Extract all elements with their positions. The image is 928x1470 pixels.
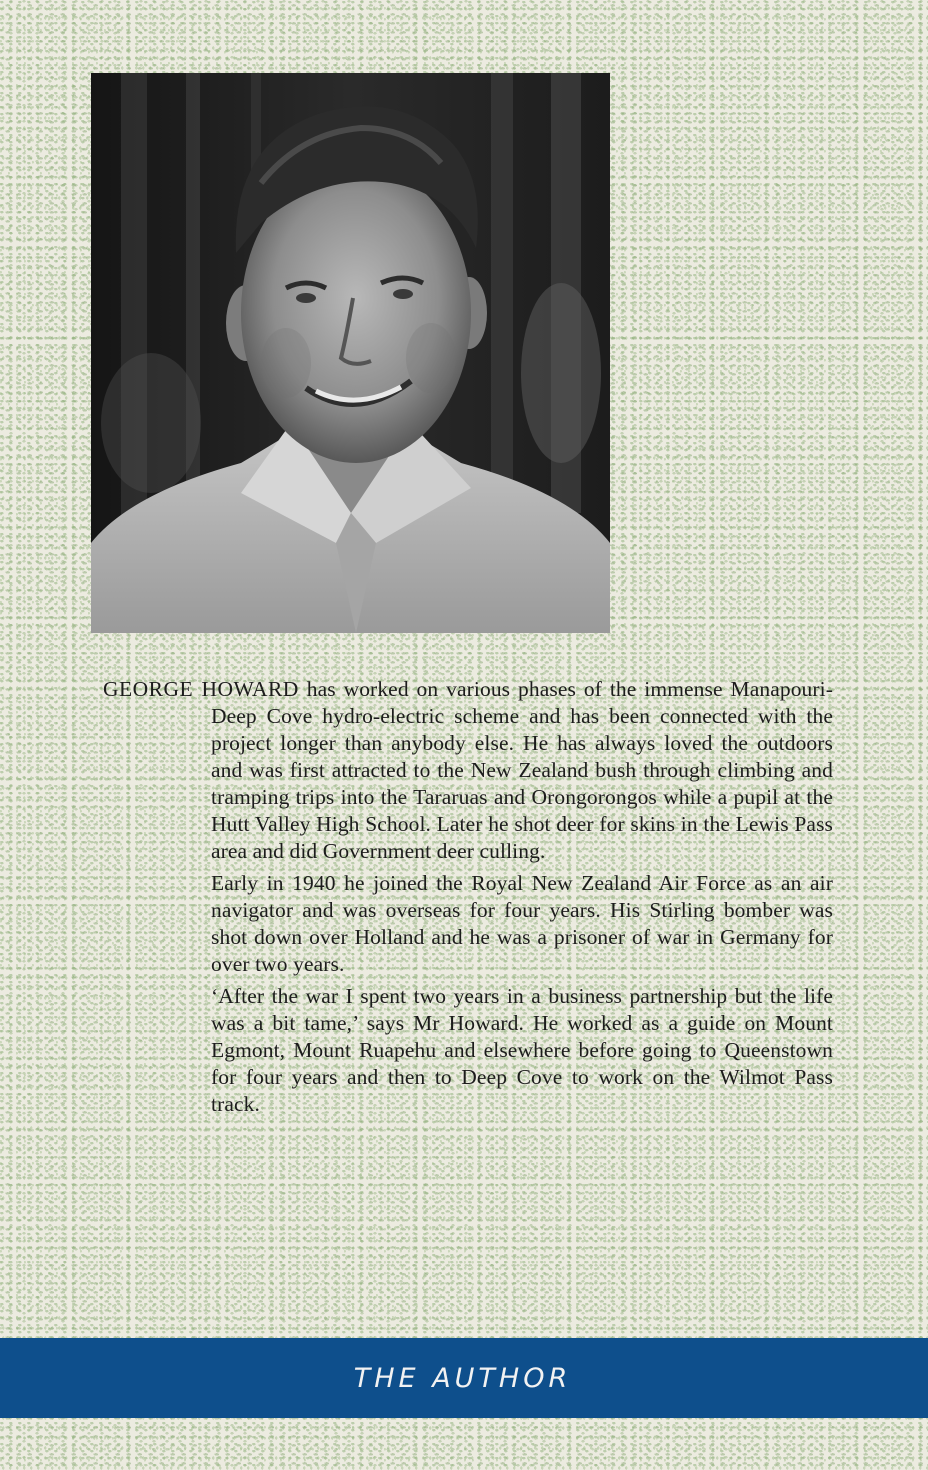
bio-paragraph-3: ‘After the war I spent two years in a business partnership but the life was a bit tame,’ says Mr Howard. He worked as a guide on Mount Egmont, Mount Ruapehu and elsewhere before going to Queenstown for four years and then to Deep Cove to work on the Wilmot Pass track. (211, 984, 833, 1116)
section-band (0, 1338, 928, 1418)
bio-paragraph-2: Early in 1940 he joined the Royal New Zealand Air Force as an air navigator and was overseas for four years. His Stirling bomber was shot down over Holland and he was a prisoner of war in Germany for over two years. (211, 871, 833, 976)
portrait-image (91, 73, 610, 633)
bio-paragraph-1-text: has worked on various phases of the immense Manapouri-Deep Cove hydro-electric scheme and has been connected with the project longer than anybody else. He has always loved the outdoors and was first attracted to the New Zealand bush through climbing and tramping trips into the Tararuas and Orongorongos while a pupil at the Hutt Valley High School. Later he shot deer for skins in the Lewis Pass area and did Government deer culling. (211, 677, 834, 863)
band-label: THE AUTHOR (353, 1362, 572, 1394)
author-name: GEORGE HOWARD (103, 677, 299, 701)
bio-paragraph-1 (103, 676, 833, 865)
author-portrait (91, 73, 610, 633)
author-biography (103, 676, 833, 1123)
